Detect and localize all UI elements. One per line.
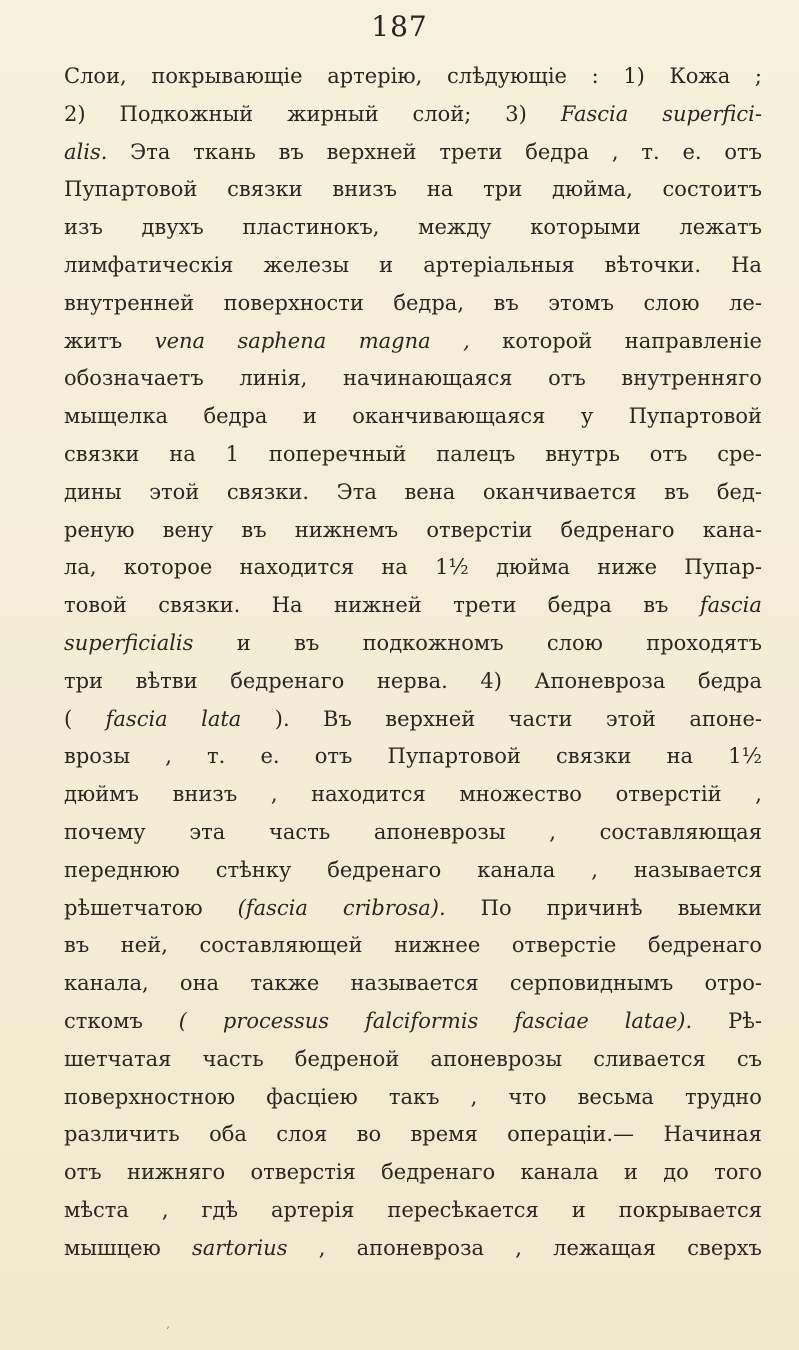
italic-word: processus — [222, 1008, 330, 1033]
word: Слои, — [64, 64, 127, 88]
word: того — [714, 1160, 762, 1185]
word: , — [755, 782, 762, 807]
text-line — [64, 291, 762, 329]
word: отро- — [704, 971, 762, 996]
word: часть — [268, 819, 331, 844]
word: бедреной — [294, 1046, 400, 1071]
word: связки — [64, 441, 140, 466]
word: множество — [459, 782, 582, 807]
word: слѣдующіе — [446, 64, 567, 88]
text-line — [64, 933, 762, 971]
text-line — [64, 177, 762, 215]
italic-word: lata — [201, 706, 242, 731]
word: называется — [633, 857, 762, 882]
text-line — [64, 707, 762, 745]
word: ней, — [120, 933, 168, 958]
word: , — [611, 139, 619, 164]
ink-speck: ʼ — [166, 1326, 170, 1337]
word: подкожномъ — [362, 630, 504, 655]
text-line — [64, 215, 762, 253]
word: этой — [605, 706, 656, 731]
word: отверстіи — [426, 517, 533, 542]
word: ла, — [64, 555, 97, 580]
word: вену — [162, 517, 214, 542]
word: и — [623, 1160, 638, 1185]
word: , — [591, 857, 598, 882]
word: артерія — [271, 1197, 355, 1222]
word: трети — [453, 593, 517, 618]
word: что — [508, 1084, 547, 1109]
word: Эта — [130, 139, 171, 164]
word: ( — [64, 706, 73, 731]
text-line — [64, 366, 762, 404]
italic-word: fascia — [105, 706, 168, 731]
word: нижнее — [394, 933, 481, 958]
word: покрывающіе — [151, 64, 303, 88]
word: По — [480, 895, 512, 920]
word: оканчивается — [482, 479, 637, 504]
word: въ — [643, 593, 669, 618]
text-line — [64, 971, 762, 1009]
word: бедра — [547, 593, 612, 618]
word: : — [591, 64, 599, 88]
word: поперечный — [268, 441, 407, 466]
italic-word: fascia — [699, 593, 762, 618]
word: три — [483, 177, 523, 202]
word: стѣнку — [215, 857, 292, 882]
text-line — [64, 782, 762, 820]
word: артерію, — [327, 64, 423, 88]
word: бедренаго — [381, 1160, 496, 1185]
word: , — [161, 1197, 169, 1222]
word: время — [410, 1122, 478, 1147]
word: отверстія — [250, 1160, 356, 1185]
word: связки — [556, 744, 632, 769]
word: товой — [64, 593, 127, 618]
body-text — [64, 64, 762, 1274]
italic-word: saphena — [237, 328, 327, 353]
word: составляющая — [599, 819, 762, 844]
word: съ — [736, 1046, 762, 1071]
word: поверхностною — [64, 1084, 236, 1109]
word: бедренаго — [327, 857, 442, 882]
text-line — [64, 442, 762, 480]
word: изъ — [64, 215, 103, 240]
word: отъ — [314, 744, 353, 769]
word: слой; — [412, 101, 472, 126]
word: отверстіе — [511, 933, 617, 958]
word: до — [663, 1160, 689, 1185]
word: Подкожный — [119, 101, 254, 126]
word: 1 — [225, 441, 240, 466]
word: начинающаяся — [342, 366, 513, 391]
text-line — [64, 102, 762, 140]
text-line — [64, 1009, 762, 1047]
word: слою — [643, 290, 700, 315]
word: На — [731, 252, 762, 277]
word: внутренней — [64, 290, 195, 315]
word: отъ — [64, 1160, 102, 1185]
italic-word: , — [463, 328, 470, 353]
word: дюйма — [496, 555, 571, 580]
text-line — [64, 744, 762, 782]
word: этомъ — [548, 290, 614, 315]
text-line — [64, 555, 762, 593]
word: 4) — [480, 668, 502, 693]
text-line — [64, 631, 762, 669]
word: бед- — [716, 479, 762, 504]
word: сливается — [593, 1046, 706, 1071]
word: канала — [477, 857, 556, 882]
word: находится — [239, 555, 355, 580]
word: апоневроза — [356, 1235, 485, 1260]
text-line — [64, 64, 762, 102]
word: оба — [209, 1122, 247, 1147]
word: почему — [64, 819, 146, 844]
word: пластинокъ, — [242, 215, 380, 240]
word: 1½ — [728, 744, 762, 769]
word: вѣточки. — [604, 252, 702, 277]
word: дины — [64, 479, 122, 504]
word: Апоневроза — [534, 668, 666, 693]
text-line — [64, 669, 762, 707]
word: бедренаго — [647, 933, 762, 958]
word: На — [271, 593, 303, 618]
word: Пупартовой — [387, 744, 521, 769]
italic-word: fasciae — [514, 1008, 589, 1033]
text-line — [64, 140, 762, 178]
word: бедра, — [393, 290, 464, 315]
word: нижней — [334, 593, 422, 618]
word: выемки — [677, 895, 762, 920]
italic-word: latae). — [624, 1008, 693, 1033]
word: сре- — [717, 441, 762, 466]
word: линія, — [239, 366, 308, 391]
word: 3) — [505, 101, 527, 126]
text-line — [64, 518, 762, 556]
word: на — [426, 177, 454, 202]
word: внизъ — [172, 782, 238, 807]
word: и — [379, 252, 394, 277]
word: внизъ — [332, 177, 398, 202]
italic-word: (fascia — [237, 895, 308, 920]
word: сверхъ — [687, 1235, 762, 1260]
text-line — [64, 404, 762, 442]
word: эта — [189, 819, 226, 844]
word: вѣтви — [135, 668, 198, 693]
word: дюймъ — [64, 782, 139, 807]
text-line — [64, 858, 762, 896]
word: лежатъ — [679, 215, 762, 240]
word: на — [381, 555, 408, 580]
word: Въ — [323, 706, 352, 731]
italic-word: alis. — [64, 139, 108, 164]
word: Пупартовой — [628, 404, 762, 429]
word: находится — [311, 782, 426, 807]
word: также — [250, 971, 320, 996]
text-line — [64, 253, 762, 291]
word: бедра — [525, 139, 590, 164]
word: нерва. — [376, 668, 448, 693]
italic-word: vena — [154, 328, 206, 353]
word: причинѣ — [546, 895, 643, 920]
word: ). — [274, 706, 290, 731]
italic-word: Fascia — [560, 101, 629, 126]
italic-word: ( — [178, 1008, 187, 1033]
word: которыми — [530, 215, 641, 240]
text-line — [64, 593, 762, 631]
word: во — [356, 1122, 382, 1147]
word: между — [418, 215, 492, 240]
word: въ — [241, 517, 267, 542]
word: и — [302, 404, 317, 429]
word: мыщелка — [64, 404, 168, 429]
word: верхней — [385, 706, 476, 731]
word: въ — [664, 479, 690, 504]
word: вена — [404, 479, 456, 504]
word: артеріальныя — [423, 252, 575, 277]
word: въ — [64, 933, 90, 958]
word: поверхности — [223, 290, 364, 315]
word: 1½ — [435, 555, 469, 580]
word: весьма — [577, 1084, 654, 1109]
word: часть — [202, 1046, 264, 1071]
word: составляющей — [199, 933, 363, 958]
word: называется — [350, 971, 479, 996]
word: въ — [493, 290, 519, 315]
word: бедра — [698, 668, 762, 693]
word: нижнемъ — [294, 517, 399, 542]
word: которое — [123, 555, 213, 580]
word: внутрь — [545, 441, 620, 466]
word: житъ — [64, 328, 123, 353]
word: направленіе — [624, 328, 762, 353]
word: и — [236, 630, 251, 655]
word: лежащая — [553, 1235, 657, 1260]
word: бедренаго — [560, 517, 675, 542]
word: апоневрозы — [430, 1046, 563, 1071]
word: этой — [149, 479, 200, 504]
word: врозы — [64, 744, 131, 769]
word: мѣста — [64, 1197, 129, 1222]
word: жирный — [287, 101, 379, 126]
word: пересѣкается — [387, 1197, 539, 1222]
word: е. — [682, 139, 702, 164]
text-line — [64, 1160, 762, 1198]
text-line — [64, 1085, 762, 1123]
word: апоне- — [689, 706, 762, 731]
word: Рѣ- — [728, 1008, 762, 1033]
word: внутренняго — [621, 366, 762, 391]
word: слою — [546, 630, 603, 655]
text-line — [64, 1198, 762, 1236]
word: мышцею — [64, 1235, 161, 1260]
page-number: 187 — [371, 10, 428, 43]
word: т. — [207, 744, 226, 769]
word: верхней — [326, 139, 417, 164]
word: рѣшетчатою — [64, 895, 203, 920]
word: обозначаетъ — [64, 366, 204, 391]
italic-word: superfici- — [662, 101, 762, 126]
word: канала, — [64, 971, 149, 996]
word: связки. — [158, 593, 241, 618]
text-line — [64, 1236, 762, 1274]
word: трети — [439, 139, 503, 164]
word: лимфатическія — [64, 252, 234, 277]
word: она — [179, 971, 220, 996]
word: отверстій — [615, 782, 722, 807]
word: слоя — [276, 1122, 328, 1147]
text-line — [64, 896, 762, 934]
word: железы — [263, 252, 350, 277]
text-line — [64, 329, 762, 367]
word: переднюю — [64, 857, 180, 882]
word: въ — [278, 139, 304, 164]
word: , — [549, 819, 556, 844]
word: ле- — [729, 290, 762, 315]
word: на — [169, 441, 196, 466]
word: различить — [64, 1122, 180, 1147]
word: гдѣ — [201, 1197, 239, 1222]
word: три — [64, 668, 104, 693]
word: части — [508, 706, 573, 731]
word: въ — [294, 630, 320, 655]
word: которой — [502, 328, 593, 353]
word: 2) — [64, 101, 86, 126]
word: состоитъ — [662, 177, 762, 202]
word: , — [165, 744, 172, 769]
word: ткань — [193, 139, 256, 164]
word: 1) — [623, 64, 645, 88]
italic-word: cribrosa). — [342, 895, 446, 920]
word: , — [470, 1084, 478, 1109]
word: и — [571, 1197, 586, 1222]
word: операціи.— — [507, 1122, 635, 1147]
word: проходятъ — [646, 630, 762, 655]
word: Пупар- — [684, 555, 762, 580]
word: оканчивающаяся — [352, 404, 546, 429]
italic-word: sartorius — [192, 1235, 288, 1260]
word: отъ — [548, 366, 586, 391]
word: шетчатая — [64, 1046, 172, 1071]
italic-word: falciformis — [364, 1008, 479, 1033]
word: ниже — [597, 555, 658, 580]
word: Кожа — [669, 64, 731, 88]
word: т. — [641, 139, 660, 164]
word: двухъ — [141, 215, 204, 240]
word: фасціею — [266, 1084, 358, 1109]
italic-word: magna — [358, 328, 431, 353]
word: , — [270, 782, 278, 807]
word: Начиная — [663, 1122, 762, 1147]
word: дюйма, — [552, 177, 633, 202]
word: , — [318, 1235, 326, 1260]
text-line — [64, 1047, 762, 1085]
word: ; — [754, 64, 762, 88]
word: кана- — [702, 517, 762, 542]
word: е. — [260, 744, 280, 769]
word: апоневрозы — [373, 819, 506, 844]
text-line — [64, 480, 762, 518]
word: Эта — [336, 479, 377, 504]
word: у — [580, 404, 594, 429]
word: реную — [64, 517, 135, 542]
word: бедренаго — [230, 668, 345, 693]
word: палецъ — [436, 441, 516, 466]
italic-word: superficialis — [64, 630, 194, 655]
word: нижняго — [126, 1160, 226, 1185]
word: на — [666, 744, 694, 769]
word: серповиднымъ — [509, 971, 674, 996]
word: канала — [520, 1160, 599, 1185]
word: такъ — [388, 1084, 440, 1109]
word: связки. — [226, 479, 310, 504]
word: связки — [227, 177, 303, 202]
word: бедра — [203, 404, 268, 429]
text-line — [64, 820, 762, 858]
word: , — [515, 1235, 522, 1260]
word: Пупартовой — [64, 177, 198, 202]
word: трудно — [684, 1084, 762, 1109]
word: отъ — [649, 441, 688, 466]
word: покрывается — [618, 1197, 762, 1222]
text-line — [64, 1122, 762, 1160]
word: сткомъ — [64, 1008, 143, 1033]
word: отъ — [724, 139, 762, 164]
